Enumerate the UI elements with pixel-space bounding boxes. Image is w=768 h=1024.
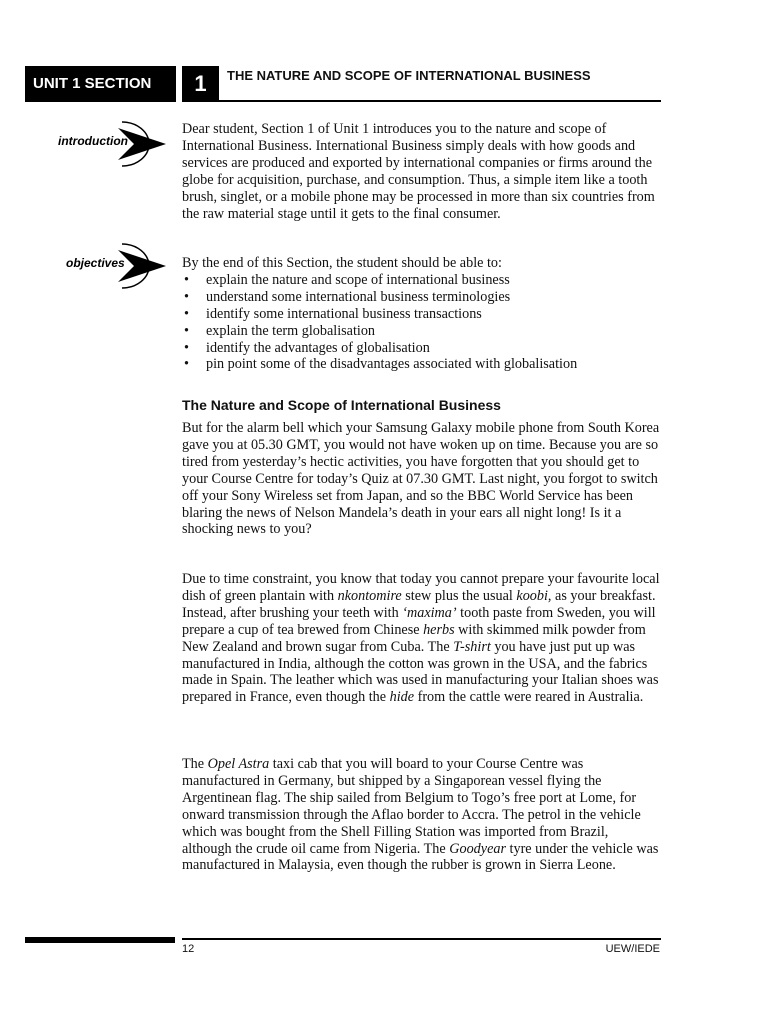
text-run: taxi cab that you will board to your Course Centre was manufactured in Germany, but shipped by a Singaporean vessel flying the Argentinean flag. The ship sailed from Belgium to Togo’s free port at Lome, for onward transmission through the Aflao border to Accra. The petrol in the vehicle which was bought from the Shell Filling Station was imported from Brazil, although the crude oil came from Nigeria. The (182, 756, 641, 857)
objectives-list (182, 272, 660, 373)
objectives-label: objectives (66, 256, 125, 270)
objective-item: • identify the advantages of globalisation (182, 340, 660, 357)
paragraph-text (182, 756, 660, 874)
text-run: from the cattle were reared in Australia. (414, 689, 644, 706)
text-run: The (182, 756, 208, 772)
header-rule (219, 100, 661, 102)
paragraph-3 (182, 756, 660, 874)
objective-item: • explain the nature and scope of international business (182, 272, 660, 289)
footer-bar (25, 937, 175, 943)
objectives-lead: By the end of this Section, the student should be able to: (182, 255, 502, 271)
italic-term: Goodyear (449, 840, 506, 857)
paragraph-text (182, 571, 660, 706)
introduction-paragraph: Dear student, Section 1 of Unit 1 introduces you to the nature and scope of International Business. International Business simply deals with how goods and services are produced and exported by international companies or firms around the globe for acquisition, purchase, and consumption. Thus, a simple item like a tooth brush, singlet, or a mobile phone may be processed in more than six countries from the raw material stage until it gets to the final consumer. (182, 121, 655, 222)
italic-term: herbs (423, 621, 455, 638)
text-run: tooth paste from Sweden, you will prepare a cup of tea brewed from Chinese (182, 604, 656, 638)
objective-item: • understand some international business terminologies (182, 289, 660, 306)
text-run: tyre under the vehicle was manufactured in Malaysia, even though the rubber is grown in Sierra Leone. (182, 840, 659, 874)
paragraph-text: But for the alarm bell which your Samsung Galaxy mobile phone from South Korea gave you at 05.30 GMT, you would not have woken up on time. Because you are so tired from yesterday’s hectic activities, you have forgotten that you should get to your Course Centre for today’s Quiz at 07.30 GMT. Last night, you forgot to switch off your Sony Wireless set from Japan, and so the BBC World Service has been blaring the news of Nelson Mandela’s death in your ears all night long! Is it a shocking news to you? (182, 420, 660, 538)
paragraph-1 (182, 420, 660, 538)
text-run: Due to time constraint, you know that today you cannot prepare your favourite local dish of green plantain with (182, 571, 660, 604)
italic-term: ‘maxima’ (402, 604, 457, 621)
page-number: 12 (182, 943, 195, 955)
section-number: 1 (182, 66, 219, 102)
italic-term: T-shirt (453, 638, 491, 655)
italic-term: hide (389, 689, 415, 706)
objectives-block (182, 255, 660, 373)
text-run: you have just put up was manufactured in India, although the cotton was grown in the USA, and the fabrics made in Spain. The leather which was used in manufacturing your Italian shoes was prepared in France, even though the (182, 638, 659, 706)
objective-item: • explain the term globalisation (182, 323, 660, 340)
objective-item: • identify some international business transactions (182, 306, 660, 323)
text-run: stew plus the usual (401, 587, 517, 604)
page-title: THE NATURE AND SCOPE OF INTERNATIONAL BUSINESS (227, 68, 591, 83)
text-run: with skimmed milk powder from New Zealand and brown sugar from Cuba. The (182, 621, 646, 655)
introduction-label: introduction (58, 134, 128, 148)
section-heading: The Nature and Scope of International Business (182, 397, 501, 413)
introduction-text (182, 121, 660, 222)
objective-item: • pin point some of the disadvantages associated with globalisation (182, 356, 660, 373)
footer-rule (182, 938, 661, 940)
paragraph-2 (182, 571, 660, 706)
italic-term: Opel Astra (207, 756, 270, 772)
text-run: as your breakfast. Instead, after brushing your teeth with (182, 587, 656, 621)
introduction-badge (52, 116, 172, 172)
objectives-badge (52, 238, 172, 294)
footer-org: UEW/IEDE (605, 943, 660, 955)
italic-term: koobi, (516, 587, 552, 604)
italic-term: nkontomire (337, 587, 402, 604)
unit-section-label: UNIT 1 SECTION (25, 66, 176, 102)
